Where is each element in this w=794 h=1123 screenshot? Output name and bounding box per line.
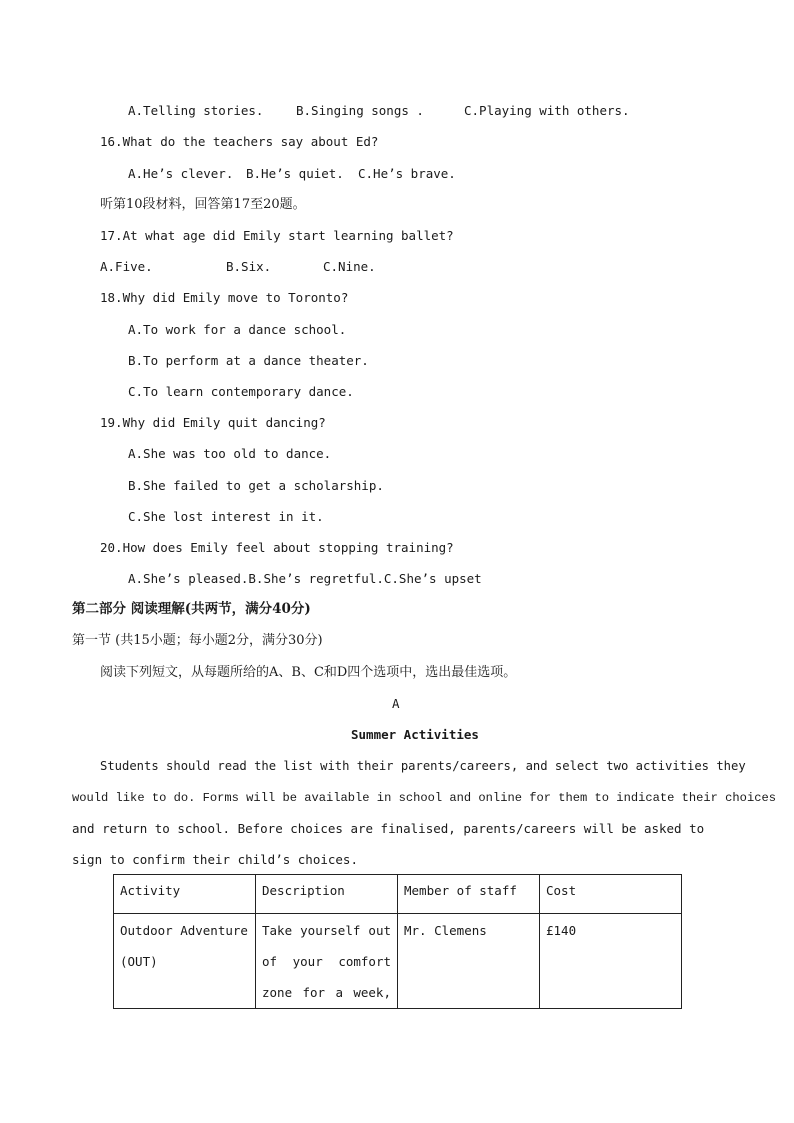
q16-option-a: A.He’s clever. (128, 166, 234, 181)
section10-intro: 听第10段材料，回答第17至20题。 (100, 197, 306, 212)
q19-option-c: C.She lost interest in it. (128, 509, 324, 524)
passage-line-3: and return to school. Before choices are finalised, parents/careers will be asked to (72, 821, 705, 836)
table-header-row (114, 875, 682, 914)
q19-option-a: A.She was too old to dance. (128, 446, 332, 461)
cell-cost: £140 (540, 914, 682, 1009)
passage-title: Summer Activities (351, 727, 479, 742)
activities-table (113, 874, 682, 1009)
q18-option-b: B.To perform at a dance theater. (128, 353, 369, 368)
q15-option-b: B.Singing songs . (296, 103, 424, 118)
description-line-3: zone for a week, (262, 985, 391, 1000)
passage-line-2: would like to do. Forms will be available in school and online for them to indicate their choices (72, 791, 776, 805)
q20-options: A.She’s pleased.B.She’s regretful.C.She’s upset (128, 571, 482, 586)
table-row (114, 914, 682, 1009)
q15-option-a: A.Telling stories. (128, 103, 264, 118)
q20-question: 20.How does Emily feel about stopping training? (100, 540, 454, 555)
q18-option-c: C.To learn contemporary dance. (128, 384, 354, 399)
q19-option-b: B.She failed to get a scholarship. (128, 478, 384, 493)
part2-section1: 第一节 (共15小题；每小题2分，满分30分) (72, 633, 323, 648)
header-description: Description (256, 875, 398, 914)
q17-option-a: A.Five. (100, 259, 153, 274)
description-line-2: of your comfort (262, 954, 391, 969)
passage-label: A (392, 696, 400, 711)
q15-option-c: C.Playing with others. (464, 103, 630, 118)
q17-option-c: C.Nine. (323, 259, 376, 274)
header-cost: Cost (540, 875, 682, 914)
cell-activity (114, 914, 256, 1009)
activity-name: Outdoor Adventure (120, 923, 248, 938)
passage-line-4: sign to confirm their child’s choices. (72, 852, 358, 867)
q17-question: 17.At what age did Emily start learning ballet? (100, 228, 454, 243)
q19-question: 19.Why did Emily quit dancing? (100, 415, 326, 430)
cell-description (256, 914, 398, 1009)
q18-question: 18.Why did Emily move to Toronto? (100, 290, 349, 305)
cell-member-of-staff: Mr. Clemens (398, 914, 540, 1009)
description-line-1: Take yourself out (262, 923, 391, 938)
part2-instruction: 阅读下列短文，从每题所给的A、B、C和D四个选项中，选出最佳选项。 (100, 665, 517, 680)
passage-line-1: Students should read the list with their parents/careers, and select two activities they (100, 759, 746, 773)
q16-option-b: B.He’s quiet. (246, 166, 344, 181)
q17-option-b: B.Six. (226, 259, 272, 274)
q18-option-a: A.To work for a dance school. (128, 322, 347, 337)
q16-question: 16.What do the teachers say about Ed? (100, 134, 379, 149)
q16-option-c: C.He’s brave. (358, 166, 456, 181)
header-activity: Activity (114, 875, 256, 914)
header-member-of-staff: Member of staff (398, 875, 540, 914)
activity-code: (OUT) (120, 954, 158, 969)
part2-heading: 第二部分 阅读理解(共两节，满分40分) (72, 601, 311, 617)
